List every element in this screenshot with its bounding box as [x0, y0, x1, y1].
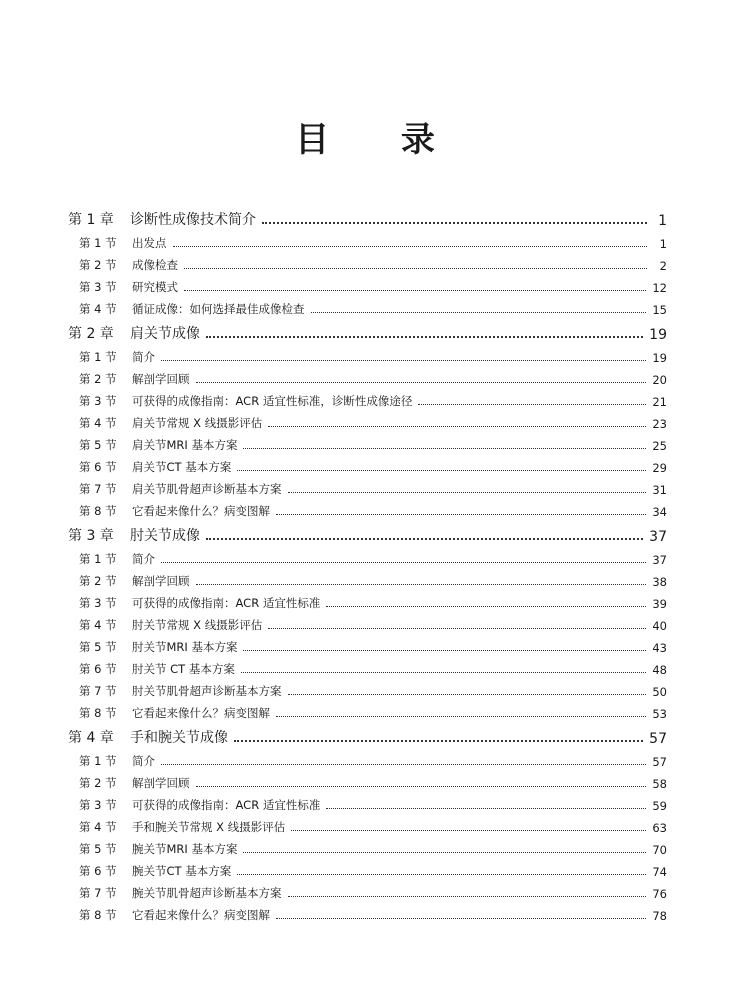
toc-section-row[interactable] — [68, 295, 667, 317]
dot-leader — [276, 514, 646, 515]
section-title: 循证成像：如何选择最佳成像检查 — [132, 302, 305, 316]
table-of-contents — [68, 203, 667, 923]
page-number: 34 — [652, 505, 667, 519]
page-number: 15 — [652, 303, 667, 317]
page-number: 20 — [652, 373, 667, 387]
toc-chapter-row[interactable] — [68, 203, 667, 229]
toc-section-row[interactable] — [68, 769, 667, 791]
toc-section-row[interactable] — [68, 747, 667, 769]
toc-section-row[interactable] — [68, 567, 667, 589]
toc-chapter-row[interactable] — [68, 317, 667, 343]
page-number: 1 — [659, 237, 667, 251]
page-number: 76 — [652, 887, 667, 901]
chapter-number: 第 2 章 — [68, 326, 114, 342]
page-number: 2 — [659, 259, 667, 273]
section-number: 第 1 节 — [79, 350, 117, 364]
section-number: 第 6 节 — [79, 864, 117, 878]
toc-section-row[interactable] — [68, 343, 667, 365]
page-number: 57 — [649, 731, 667, 747]
toc-section-row[interactable] — [68, 453, 667, 475]
section-number: 第 5 节 — [79, 438, 117, 452]
dot-leader — [268, 628, 646, 629]
toc-section-row[interactable] — [68, 365, 667, 387]
page-number: 59 — [652, 799, 667, 813]
dot-leader — [234, 740, 643, 742]
section-number: 第 2 节 — [79, 372, 117, 386]
section-title: 出发点 — [132, 236, 167, 250]
section-title: 肩关节MRI 基本方案 — [132, 438, 238, 452]
page-number: 74 — [652, 865, 667, 879]
dot-leader — [241, 672, 646, 673]
page-number: 37 — [652, 553, 667, 567]
section-title: 简介 — [132, 350, 155, 364]
section-title: 它看起来像什么？病变图解 — [132, 908, 270, 922]
dot-leader — [237, 874, 646, 875]
section-number: 第 4 节 — [79, 302, 117, 316]
page-number: 43 — [652, 641, 667, 655]
page-title: 目 录 — [295, 120, 465, 160]
dot-leader — [326, 606, 646, 607]
toc-section-row[interactable] — [68, 901, 667, 923]
chapter-title: 肘关节成像 — [130, 528, 200, 544]
dot-leader — [196, 786, 647, 787]
dot-leader — [276, 716, 646, 717]
dot-leader — [173, 246, 648, 247]
page-number: 53 — [652, 707, 667, 721]
toc-section-row[interactable] — [68, 813, 667, 835]
section-number: 第 4 节 — [79, 820, 117, 834]
dot-leader — [326, 808, 646, 809]
section-title: 可获得的成像指南：ACR 适宜性标准 — [132, 596, 321, 610]
dot-leader — [161, 562, 646, 563]
dot-leader — [262, 222, 647, 224]
section-number: 第 1 节 — [79, 552, 117, 566]
toc-section-row[interactable] — [68, 699, 667, 721]
section-title: 简介 — [132, 754, 155, 768]
section-title: 解剖学回顾 — [132, 776, 190, 790]
page-number: 78 — [652, 909, 667, 923]
dot-leader — [243, 448, 646, 449]
section-title: 肘关节 CT 基本方案 — [132, 662, 235, 676]
chapter-title: 诊断性成像技术简介 — [130, 212, 256, 228]
dot-leader — [418, 404, 646, 405]
toc-section-row[interactable] — [68, 589, 667, 611]
page-number: 57 — [652, 755, 667, 769]
toc-section-row[interactable] — [68, 677, 667, 699]
dot-leader — [288, 492, 647, 493]
section-title: 肘关节肌骨超声诊断基本方案 — [132, 684, 282, 698]
section-title: 可获得的成像指南：ACR 适宜性标准 — [132, 798, 321, 812]
section-number: 第 2 节 — [79, 776, 117, 790]
section-title: 肘关节MRI 基本方案 — [132, 640, 238, 654]
section-number: 第 5 节 — [79, 842, 117, 856]
section-title: 成像检查 — [132, 258, 178, 272]
page-number: 29 — [652, 461, 667, 475]
dot-leader — [243, 852, 646, 853]
dot-leader — [206, 336, 643, 338]
toc-section-row[interactable] — [68, 835, 667, 857]
page-number: 19 — [649, 327, 667, 343]
page-number: 37 — [649, 529, 667, 545]
toc-section-row[interactable] — [68, 229, 667, 251]
page-number: 38 — [652, 575, 667, 589]
chapter-number: 第 4 章 — [68, 730, 114, 746]
page-number: 40 — [652, 619, 667, 633]
section-number: 第 5 节 — [79, 640, 117, 654]
section-title: 它看起来像什么？病变图解 — [132, 706, 270, 720]
page-number: 39 — [652, 597, 667, 611]
page-number: 58 — [652, 777, 667, 791]
toc-section-row[interactable] — [68, 611, 667, 633]
section-title: 肩关节肌骨超声诊断基本方案 — [132, 482, 282, 496]
dot-leader — [288, 896, 647, 897]
section-number: 第 2 节 — [79, 574, 117, 588]
section-title: 腕关节肌骨超声诊断基本方案 — [132, 886, 282, 900]
section-number: 第 3 节 — [79, 798, 117, 812]
toc-section-row[interactable] — [68, 879, 667, 901]
dot-leader — [291, 830, 646, 831]
page-number: 21 — [652, 395, 667, 409]
section-title: 它看起来像什么？病变图解 — [132, 504, 270, 518]
section-number: 第 2 节 — [79, 258, 117, 272]
section-title: 解剖学回顾 — [132, 372, 190, 386]
page-number: 19 — [652, 351, 667, 365]
toc-section-row[interactable] — [68, 633, 667, 655]
dot-leader — [196, 584, 647, 585]
section-number: 第 3 节 — [79, 394, 117, 408]
section-number: 第 4 节 — [79, 618, 117, 632]
dot-leader — [184, 290, 646, 291]
dot-leader — [184, 268, 647, 269]
page-number: 12 — [652, 281, 667, 295]
page-number: 23 — [652, 417, 667, 431]
section-title: 简介 — [132, 552, 155, 566]
section-title: 肩关节常规 X 线摄影评估 — [132, 416, 263, 430]
section-title: 肘关节常规 X 线摄影评估 — [132, 618, 263, 632]
toc-section-row[interactable] — [68, 387, 667, 409]
section-number: 第 7 节 — [79, 482, 117, 496]
page-number: 25 — [652, 439, 667, 453]
toc-chapter-row[interactable] — [68, 519, 667, 545]
section-number: 第 3 节 — [79, 280, 117, 294]
section-number: 第 6 节 — [79, 460, 117, 474]
toc-section-row[interactable] — [68, 857, 667, 879]
toc-section-row[interactable] — [68, 251, 667, 273]
page-number: 70 — [652, 843, 667, 857]
dot-leader — [311, 312, 647, 313]
dot-leader — [196, 382, 647, 383]
section-number: 第 4 节 — [79, 416, 117, 430]
dot-leader — [161, 764, 646, 765]
toc-section-row[interactable] — [68, 791, 667, 813]
dot-leader — [206, 538, 643, 540]
dot-leader — [268, 426, 646, 427]
section-title: 肩关节CT 基本方案 — [132, 460, 232, 474]
page-number: 63 — [652, 821, 667, 835]
section-number: 第 7 节 — [79, 684, 117, 698]
section-number: 第 3 节 — [79, 596, 117, 610]
toc-section-row[interactable] — [68, 545, 667, 567]
section-title: 腕关节MRI 基本方案 — [132, 842, 238, 856]
toc-chapter-row[interactable] — [68, 721, 667, 747]
chapter-number: 第 1 章 — [68, 212, 114, 228]
dot-leader — [237, 470, 646, 471]
section-number: 第 7 节 — [79, 886, 117, 900]
toc-section-row[interactable] — [68, 497, 667, 519]
dot-leader — [288, 694, 647, 695]
section-number: 第 1 节 — [79, 754, 117, 768]
section-title: 研究模式 — [132, 280, 178, 294]
section-title: 手和腕关节常规 X 线摄影评估 — [132, 820, 286, 834]
section-title: 可获得的成像指南：ACR 适宜性标准，诊断性成像途径 — [132, 394, 413, 408]
section-number: 第 8 节 — [79, 706, 117, 720]
dot-leader — [243, 650, 646, 651]
page-number: 1 — [658, 213, 667, 229]
section-number: 第 6 节 — [79, 662, 117, 676]
section-title: 解剖学回顾 — [132, 574, 190, 588]
chapter-title: 肩关节成像 — [130, 326, 200, 342]
dot-leader — [276, 918, 646, 919]
toc-section-row[interactable] — [68, 273, 667, 295]
page-number: 50 — [652, 685, 667, 699]
section-number: 第 8 节 — [79, 908, 117, 922]
page-number: 31 — [652, 483, 667, 497]
page-number: 48 — [652, 663, 667, 677]
chapter-number: 第 3 章 — [68, 528, 114, 544]
toc-section-row[interactable] — [68, 475, 667, 497]
section-number: 第 1 节 — [79, 236, 117, 250]
toc-section-row[interactable] — [68, 409, 667, 431]
section-number: 第 8 节 — [79, 504, 117, 518]
toc-section-row[interactable] — [68, 655, 667, 677]
section-title: 腕关节CT 基本方案 — [132, 864, 232, 878]
toc-section-row[interactable] — [68, 431, 667, 453]
chapter-title: 手和腕关节成像 — [130, 730, 228, 746]
dot-leader — [161, 360, 646, 361]
